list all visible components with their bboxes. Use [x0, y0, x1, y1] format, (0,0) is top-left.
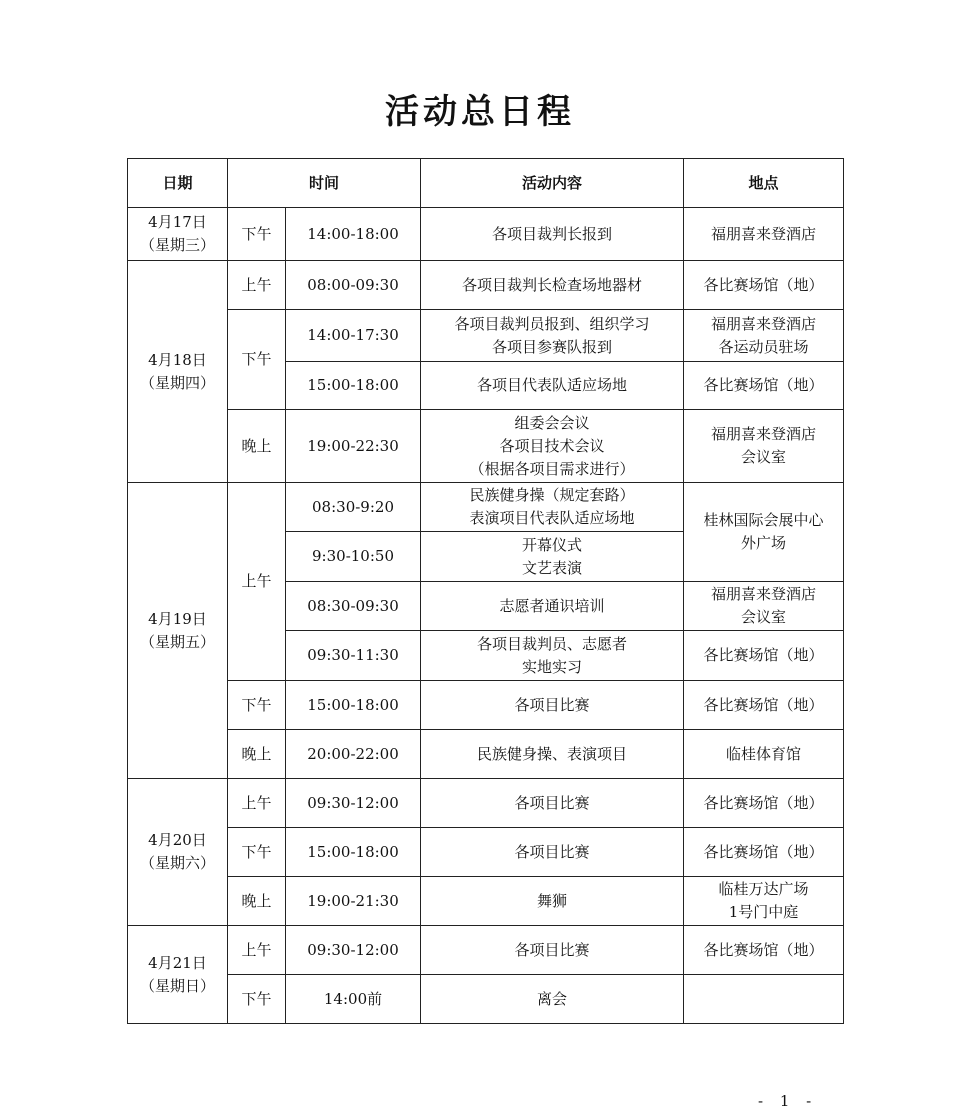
page-number: - 1 -: [758, 1092, 818, 1110]
content-cell: 民族健身操、表演项目: [421, 730, 684, 779]
table-row: [128, 828, 844, 877]
content-cell: 各项目裁判长检查场地器材: [421, 261, 684, 310]
date: 4月21日: [148, 953, 207, 972]
table-row: [128, 208, 844, 261]
location-cell: 桂林国际会展中心 外广场: [684, 483, 844, 582]
table-row: [128, 926, 844, 975]
period-cell: 下午: [228, 681, 286, 730]
content-cell: 志愿者通识培训: [421, 582, 684, 631]
location-cell: 福朋喜来登酒店 会议室: [684, 582, 844, 631]
table-row: [128, 261, 844, 310]
location-cell: 各比赛场馆（地）: [684, 681, 844, 730]
content-cell: 各项目比赛: [421, 681, 684, 730]
period-cell: 下午: [228, 975, 286, 1024]
weekday: （星期四）: [139, 373, 215, 392]
header-content: 活动内容: [421, 159, 684, 208]
time-cell: 20:00-22:00: [286, 730, 421, 779]
header-date: 日期: [128, 159, 228, 208]
weekday: （星期六）: [139, 854, 215, 872]
time-cell: 15:00-18:00: [286, 362, 421, 410]
header-time: 时间: [228, 159, 421, 208]
date-cell: [128, 779, 228, 926]
period-cell: 上午: [228, 261, 286, 310]
table-row: [128, 310, 844, 362]
time-cell: 19:00-21:30: [286, 877, 421, 926]
period-cell: 上午: [228, 483, 286, 681]
table-row: [128, 410, 844, 483]
date-cell: [128, 926, 228, 1024]
period-cell: 晚上: [228, 730, 286, 779]
location-cell: 各比赛场馆（地）: [684, 631, 844, 681]
content-cell: 各项目裁判长报到: [421, 208, 684, 261]
date: 4月20日: [148, 831, 207, 849]
table-row: [128, 730, 844, 779]
period-cell: 晚上: [228, 877, 286, 926]
location-cell: 福朋喜来登酒店 各运动员驻场: [684, 310, 844, 362]
time-cell: 14:00-18:00: [286, 208, 421, 261]
time-cell: 14:00-17:30: [286, 310, 421, 362]
location-cell: 福朋喜来登酒店: [684, 208, 844, 261]
location-cell: 各比赛场馆（地）: [684, 926, 844, 975]
header-location: 地点: [684, 159, 844, 208]
content-cell: 舞狮: [421, 877, 684, 926]
content-cell: 开幕仪式 文艺表演: [421, 532, 684, 582]
content-cell: 各项目裁判员、志愿者 实地实习: [421, 631, 684, 681]
time-cell: 09:30-12:00: [286, 926, 421, 975]
location-cell: 各比赛场馆（地）: [684, 261, 844, 310]
weekday: （星期五）: [139, 632, 215, 651]
date-cell: [128, 208, 228, 261]
table-header-row: [128, 159, 844, 208]
date: 4月19日: [148, 609, 207, 628]
date-cell: [128, 483, 228, 779]
date: 4月17日: [148, 213, 207, 231]
content-cell: 各项目比赛: [421, 779, 684, 828]
date-cell: [128, 261, 228, 483]
period-cell: 上午: [228, 779, 286, 828]
time-cell: 09:30-12:00: [286, 779, 421, 828]
schedule-table: [127, 158, 844, 1024]
content-cell: 民族健身操（规定套路） 表演项目代表队适应场地: [421, 483, 684, 532]
time-cell: 9:30-10:50: [286, 532, 421, 582]
table-row: [128, 877, 844, 926]
period-cell: 下午: [228, 310, 286, 410]
location-cell: 临桂万达广场 1号门中庭: [684, 877, 844, 926]
table-row: [128, 779, 844, 828]
period-cell: 下午: [228, 828, 286, 877]
location-cell: [684, 975, 844, 1024]
table-row: [128, 483, 844, 532]
location-cell: 临桂体育馆: [684, 730, 844, 779]
period-cell: 上午: [228, 926, 286, 975]
time-cell: 15:00-18:00: [286, 828, 421, 877]
page-title: 活动总日程: [385, 92, 575, 132]
table-row: [128, 975, 844, 1024]
date: 4月18日: [148, 350, 207, 369]
time-cell: 15:00-18:00: [286, 681, 421, 730]
time-cell: 09:30-11:30: [286, 631, 421, 681]
location-cell: 各比赛场馆（地）: [684, 362, 844, 410]
content-cell: 各项目比赛: [421, 926, 684, 975]
content-cell: 各项目代表队适应场地: [421, 362, 684, 410]
time-cell: 08:00-09:30: [286, 261, 421, 310]
location-cell: 各比赛场馆（地）: [684, 779, 844, 828]
content-cell: 离会: [421, 975, 684, 1024]
location-cell: 各比赛场馆（地）: [684, 828, 844, 877]
period-cell: 下午: [228, 208, 286, 261]
table-row: [128, 681, 844, 730]
time-cell: 08:30-09:30: [286, 582, 421, 631]
content-cell: 各项目裁判员报到、组织学习 各项目参赛队报到: [421, 310, 684, 362]
content-cell: 各项目比赛: [421, 828, 684, 877]
time-cell: 19:00-22:30: [286, 410, 421, 483]
weekday: （星期日）: [139, 976, 215, 995]
weekday: （星期三）: [139, 236, 215, 254]
time-cell: 08:30-9:20: [286, 483, 421, 532]
time-cell: 14:00前: [286, 975, 421, 1024]
location-cell: 福朋喜来登酒店 会议室: [684, 410, 844, 483]
period-cell: 晚上: [228, 410, 286, 483]
content-cell: 组委会会议 各项目技术会议 （根据各项目需求进行）: [421, 410, 684, 483]
